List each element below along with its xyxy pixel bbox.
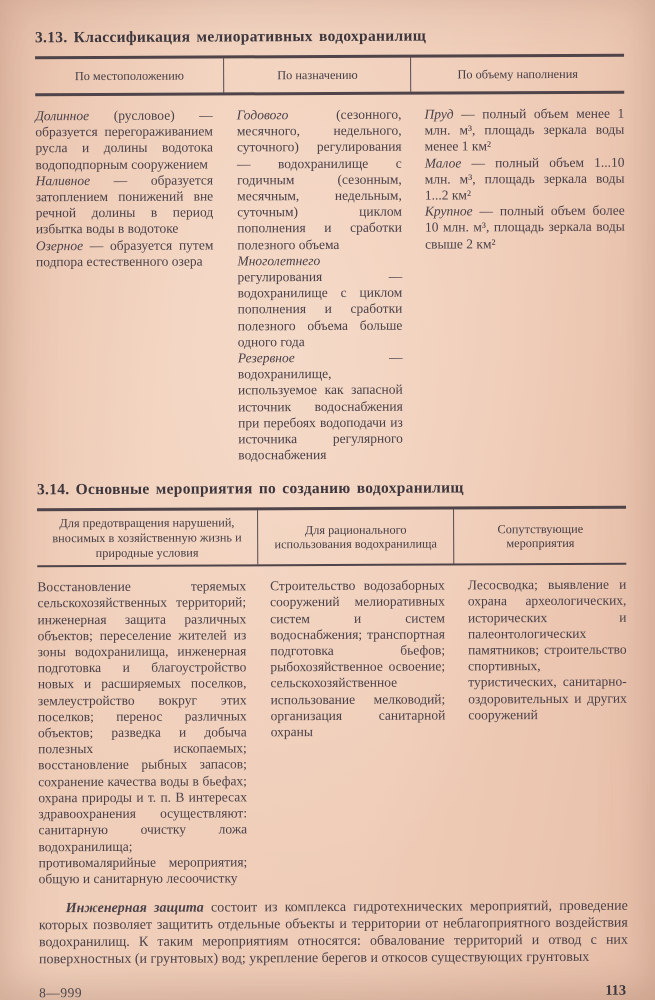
measures-table [37, 506, 628, 887]
definition-text: — полный объем 1...10 млн. м³, площадь зеркала воды 1...2 км² [424, 154, 625, 203]
column-header-rational-use: Для рационального использования водохранилища [257, 510, 454, 565]
definition-entry [36, 172, 214, 238]
measures-table-body [37, 577, 627, 887]
classification-table-header-row [35, 54, 624, 97]
definition-entry [35, 107, 213, 173]
definition-entry [425, 203, 625, 252]
paragraph-text: состоит из комплекса гидротехнических мероприятий, проведение которых позволяет защитить отдельные объекты и территории от неблагоприятного воздействия водохранилищ. К таким мероприятиям относятся: обвалование территорий и отвод с них поверхностных (и грунтовых) вод; укрепление берегов и откосов существующих грунтовых [38, 898, 628, 968]
printer-signature: 8—999 [39, 985, 83, 1000]
definition-text: — полный объем менее 1 млн. м³, площадь зеркала воды менее 1 км² [424, 105, 625, 154]
definition-term: Годового [236, 107, 289, 123]
definition-entry [425, 154, 625, 203]
section-3-13-heading: 3.13. Классификация мелиоративных водохранилищ [34, 27, 427, 47]
page-number: 113 [605, 982, 627, 999]
paragraph-lead-term: Инженерная защита [65, 900, 204, 917]
by-volume-column [410, 106, 625, 463]
definition-term: Резервное [237, 350, 295, 366]
definition-text: — водохранилище, используемое как запасной источник водоснабжения при перебоях водоподачи из источника регулярного водоснабжения [237, 349, 403, 463]
measures-table-header-row [37, 506, 626, 567]
definition-entry [237, 253, 402, 351]
definition-entry [237, 107, 402, 254]
definition-entry [238, 350, 403, 464]
definition-text: — образуется путем подпора естественного озера [35, 237, 214, 270]
definition-term: Озерное [35, 237, 84, 253]
classification-table-body [35, 106, 626, 465]
definition-entry [424, 106, 624, 155]
definition-text: (русловое) — образуется перегораживанием русла и долины водотока водоподпорным сооружением [35, 107, 213, 172]
definition-text: регулирования — водохранилище с циклом пополнения и сработки полезного объема больше одного года [237, 268, 403, 350]
definition-term: Крупное [424, 203, 473, 219]
closing-paragraph [39, 898, 628, 969]
definition-text: — образуется затоплением понижений вне речной долины в период избытка воды в водотоке [35, 172, 214, 237]
column-header-accompanying: Сопутствующие мероприятия [453, 509, 626, 564]
definition-text: — полный объем более 10 млн. м³, площадь зеркала воды свыше 2 км² [424, 202, 625, 252]
accompanying-column: Лесосводка; выявление и охрана археологических, исторических и палеонтологических памятников; строительство спортивных, туристических, санитарно-оздоровительных и других сооружений [467, 576, 627, 723]
definition-text: (сезонного, месячного, недельного, суточного) регулирования — водохранилище с годичным (сезонным, месячным, недельным, суточным) циклом пополнения и сработки полезного объема [236, 106, 403, 253]
section-3-14-heading: 3.14. Основные мероприятия по созданию водохранилищ [36, 479, 464, 499]
definition-entry [36, 237, 214, 270]
prevention-column: Восстановление теряемых сельскохозяйственных территорий; инженерная защита различных объектов; переселение жителей из зоны водохранилища, инженерная подготовка и благоустройство новых и расширяемых поселков, землеустройство вокруг этих поселков; перенос различных объектов; разведка и добыча полезных ископаемых; восстановление рыбных запасов; сохранение качества воды в бьефах; охрана природы и т. п. В интересах здравоохранения осуществляют: санитарную очистку ложа водохранилища; противомалярийные мероприятия; общую и санитарную лесоочистку [37, 578, 248, 887]
column-header-by-purpose: По назначению [224, 58, 411, 93]
definition-term: Малое [424, 155, 462, 171]
definition-term: Наливное [35, 172, 91, 189]
definition-term: Многолетнего [237, 252, 321, 269]
by-purpose-column [224, 107, 412, 464]
by-location-column [35, 107, 225, 464]
rational-use-column: Строительство водозаборных сооружений мелиоративных систем и систем водоснабжения; транспортная подготовка бьефов; рыбохозяйственное освоение; сельскохозяйственное использование мелководий; организация санитарной охраны [270, 577, 446, 740]
definition-term: Долинное [35, 108, 90, 124]
column-header-prevention: Для предотвращения нарушений, вносимых в хозяйственную жизнь и природные условия [52, 515, 242, 560]
column-header-by-volume: По объему наполнения [410, 57, 624, 92]
definition-term: Пруд [424, 106, 454, 122]
column-header-by-location: По местоположению [74, 68, 184, 83]
page-footer [39, 983, 628, 1000]
classification-table [35, 54, 626, 465]
